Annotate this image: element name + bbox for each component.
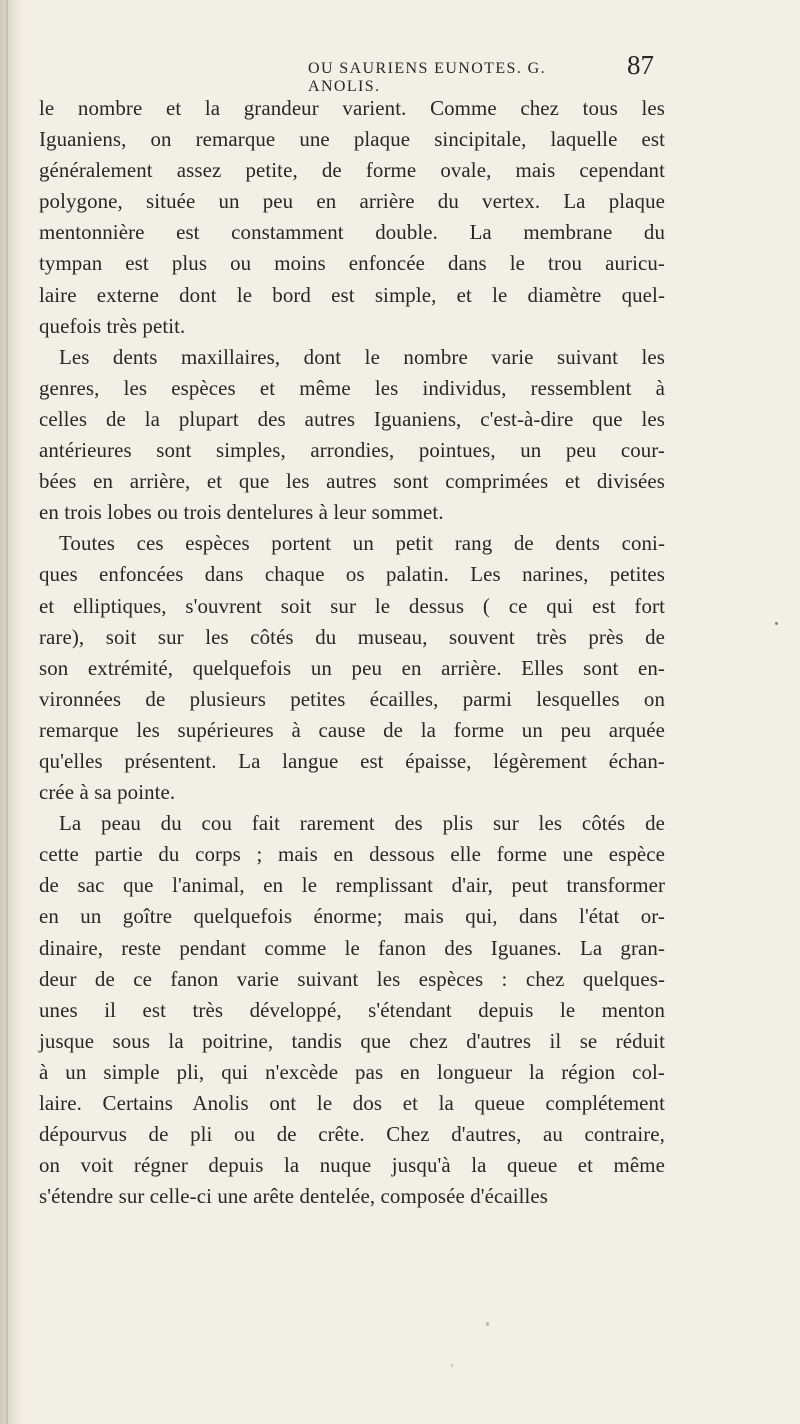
- text-line: remarque les supérieures à cause de la forme un peu arquée: [39, 717, 665, 742]
- page-binding-line: [6, 0, 8, 1424]
- text-line: son extrémité, quelquefois un peu en arrière. Elles sont en-: [39, 655, 665, 680]
- text-line: en un goître quelquefois énorme; mais qui, dans l'état or-: [39, 904, 665, 929]
- text-line: bées en arrière, et que les autres sont comprimées et divisées: [39, 469, 665, 494]
- text-line: laire. Certains Anolis ont le dos et la queue complétement: [39, 1091, 665, 1115]
- text-line: quefois très petit.: [39, 313, 186, 338]
- text-line: laire externe dont le bord est simple, et le diamètre quel-: [39, 282, 665, 307]
- page-number: 87: [627, 50, 654, 80]
- text-line: dépourvus de pli ou de crête. Chez d'autres, au contraire,: [39, 1122, 665, 1147]
- text-line: rare), soit sur les côtés du museau, souvent très près de: [39, 624, 665, 649]
- text-line: polygone, située un peu en arrière du vertex. La plaque: [39, 189, 665, 214]
- page-binding-edge: [0, 0, 22, 1424]
- text-line: vironnées de plusieurs petites écailles, parmi lesquelles on: [39, 686, 665, 711]
- text-line: deur de ce fanon varie suivant les espèces : chez quelques-: [39, 966, 665, 991]
- text-line: Toutes ces espèces portent un petit rang de dents coni-: [59, 531, 665, 556]
- text-line: à un simple pli, qui n'excède pas en longueur la région col-: [39, 1059, 665, 1084]
- paper-speck: [451, 1364, 453, 1367]
- text-line: le nombre et la grandeur varient. Comme chez tous les: [39, 96, 665, 120]
- body-text: [39, 93, 665, 1209]
- text-line: de sac que l'animal, en le remplissant d'air, peut transformer: [39, 873, 665, 898]
- running-header: OU SAURIENS EUNOTES. G. ANOLIS.: [308, 60, 546, 95]
- text-line: ques enfoncées dans chaque os palatin. Les narines, petites: [39, 562, 665, 587]
- text-line: dinaire, reste pendant comme le fanon des Iguanes. La gran-: [39, 935, 665, 960]
- text-line: en trois lobes ou trois dentelures à leur sommet.: [39, 500, 444, 525]
- text-line: jusque sous la poitrine, tandis que chez d'autres il se réduit: [39, 1028, 665, 1053]
- text-line: Les dents maxillaires, dont le nombre varie suivant les: [59, 344, 665, 369]
- text-line: et elliptiques, s'ouvrent soit sur le dessus ( ce qui est fort: [39, 593, 665, 618]
- text-line: La peau du cou fait rarement des plis sur les côtés de: [59, 811, 665, 836]
- text-line: genres, les espèces et même les individus, ressemblent à: [39, 375, 665, 400]
- paper-speck: [775, 622, 778, 625]
- text-line: Iguaniens, on remarque une plaque sincipitale, laquelle est: [39, 127, 665, 152]
- text-line: cette partie du corps ; mais en dessous elle forme une espèce: [39, 842, 665, 867]
- text-line: on voit régner depuis la nuque jusqu'à la queue et même: [39, 1153, 665, 1178]
- text-line: s'étendre sur celle-ci une arête dentelée, composée d'écailles: [39, 1184, 549, 1209]
- paper-speck: [486, 1322, 489, 1326]
- text-line: qu'elles présentent. La langue est épaisse, légèrement échan-: [39, 748, 665, 773]
- text-line: unes il est très développé, s'étendant depuis le menton: [39, 997, 665, 1022]
- text-line: mentonnière est constamment double. La membrane du: [39, 220, 665, 245]
- text-line: généralement assez petite, de forme ovale, mais cependant: [39, 158, 665, 183]
- text-line: celles de la plupart des autres Iguaniens, c'est-à-dire que les: [39, 406, 665, 431]
- text-line: tympan est plus ou moins enfoncée dans le trou auricu-: [39, 251, 665, 276]
- text-line: crée à sa pointe.: [39, 780, 176, 805]
- text-line: antérieures sont simples, arrondies, pointues, un peu cour-: [39, 438, 665, 463]
